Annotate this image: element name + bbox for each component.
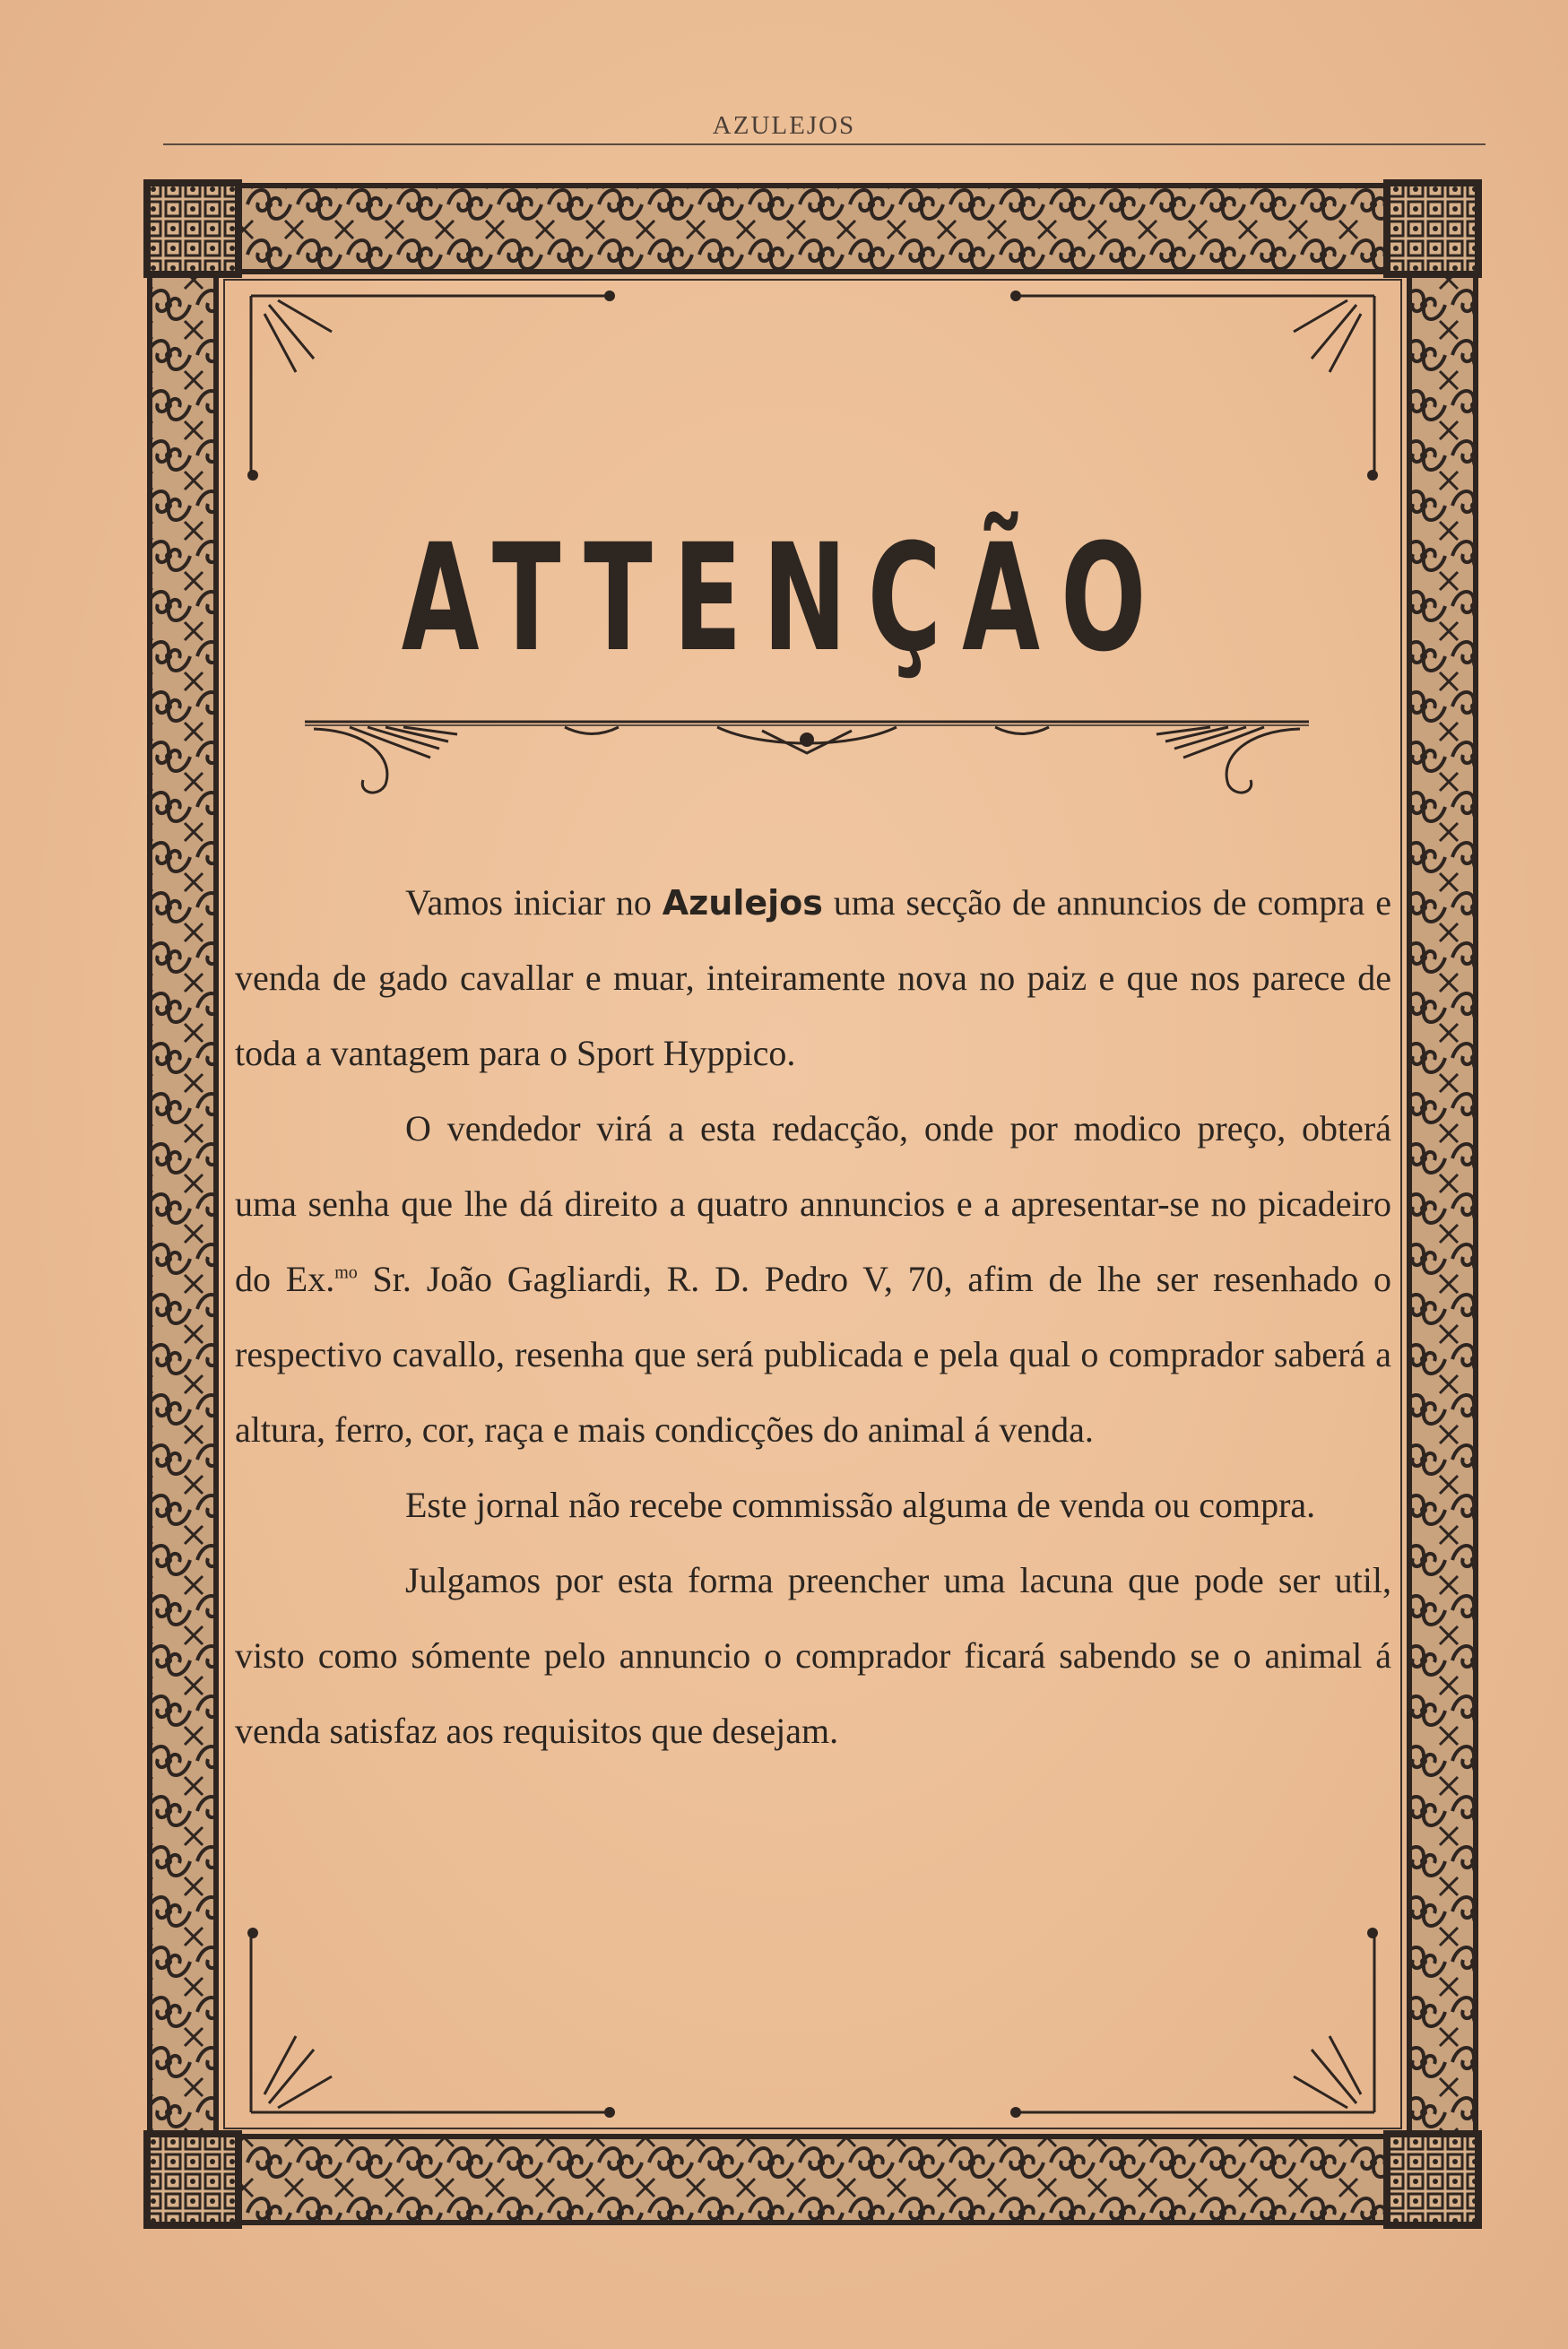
paragraph-1 <box>235 865 1391 1091</box>
title-flourish-icon <box>296 704 1318 802</box>
publication-name: Azulejos <box>662 883 823 923</box>
paragraph-2-superscript: mo <box>334 1262 358 1283</box>
paragraph-2-text-a: O vendedor virá a esta redacção, onde por modico preço, obterá uma senha que lhe dá direito a quatro annuncios e a apresentar-se no picadeiro do Ex. <box>235 1108 1391 1299</box>
paragraph-2 <box>235 1091 1391 1468</box>
paragraph-1-text-a: Vamos iniciar no <box>405 882 663 923</box>
paragraph-2-text-b: Sr. João Gagliardi, R. D. Pedro V, 70, afim de lhe ser resenhado o respectivo cavallo, resenha que será publicada e pela qual o comprador saberá a altura, ferro, cor, raça e mais condicções do animal á venda. <box>235 1259 1392 1450</box>
page-title: ATTENÇÃO <box>401 512 1167 684</box>
paragraph-4: Julgamos por esta forma preencher uma lacuna que pode ser util, visto como sómente pelo annuncio o comprador ficará sabendo se o animal á venda satisfaz aos requisitos que desejam. <box>235 1560 1391 1751</box>
paragraph-1-text-b: uma secção de annuncios de compra e venda de gado cavallar e muar, inteiramente nova no paiz e que nos parece de toda a vantagem para o Sport Hyppico. <box>235 882 1391 1073</box>
header-rule <box>163 143 1486 145</box>
running-head: AZULEJOS <box>712 111 856 140</box>
paragraph-3: Este jornal não recebe commissão alguma de venda ou compra. <box>405 1485 1316 1525</box>
announcement-body <box>235 865 1391 1769</box>
